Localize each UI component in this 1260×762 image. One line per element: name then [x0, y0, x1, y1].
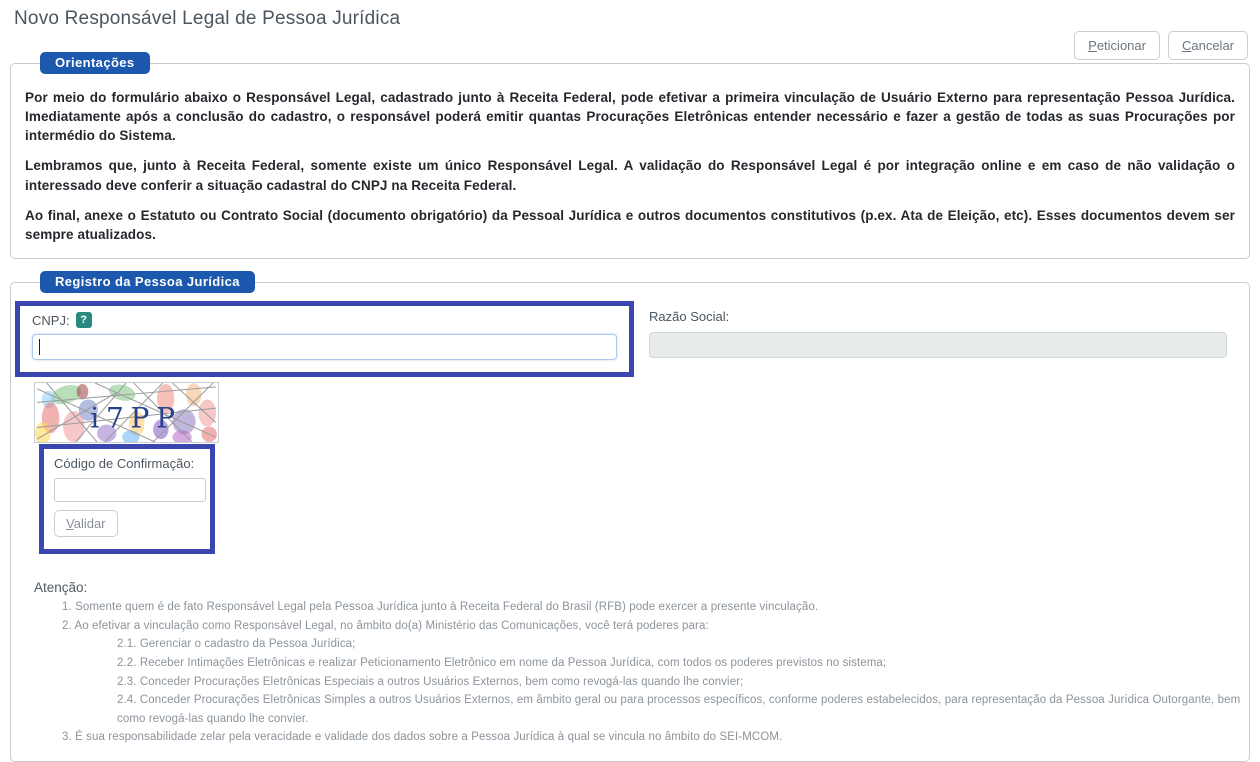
orientacoes-paragraph: Ao final, anexe o Estatuto ou Contrato Social (documento obrigatório) da Pessoal Jurídica e outros documentos constitutivos (p.ex. Ata de Eleição, etc). Esses documentos devem ser sempre atualizados.: [25, 207, 1235, 242]
peticionar-button[interactable]: [1074, 31, 1160, 60]
atencao-item: 2.1. Gerenciar o cadastro da Pessoa Jurídica;: [117, 638, 356, 651]
codigo-highlight-box: [39, 444, 215, 554]
cnpj-input[interactable]: [32, 334, 617, 360]
orientacoes-paragraph: Por meio do formulário abaixo o Responsável Legal, cadastrado junto à Receita Federal, pode efetivar a primeira vinculação de Usuário Externo para representação Pessoa Jurídica. Imediatamente após a conclusão do cadastro, o responsável poderá emitir quantas Procurações Eletrônicas entender necessário e fazer a gestão de todas as suas Procurações por intermédio do Sistema.: [25, 90, 1235, 144]
validar-button[interactable]: [54, 510, 118, 537]
atencao-item: 2.3. Conceder Procurações Eletrônicas Especiais a outros Usuários Externos, bem como revogá-las quando lhe convier;: [117, 675, 744, 688]
cnpj-highlight-box: [15, 301, 634, 377]
cnpj-label-row: [32, 312, 617, 328]
atencao-item: 2. Ao efetivar a vinculação como Responsável Legal, no âmbito do(a) Ministério das Comunicações, você terá poderes para:: [62, 619, 709, 632]
atencao-item: 3. É sua responsabilidade zelar pela veracidade e validade dos dados sobre a Pessoa Jurídica à qual se vincula no âmbito do SEI-MCOM.: [62, 731, 783, 744]
atencao-item: 2.2. Receber Intimações Eletrônicas e realizar Peticionamento Eletrônico em nome da Pessoa Jurídica, com todos os poderes previstos no sistema;: [117, 656, 887, 669]
razao-social-label: Razão Social:: [649, 309, 730, 325]
validar-button-label: Validar: [66, 516, 106, 532]
razao-social-input: [649, 332, 1227, 358]
codigo-label: Código de Confirmação:: [54, 456, 195, 472]
cancelar-button[interactable]: [1168, 31, 1248, 60]
atencao-item: 1. Somente quem é de fato Responsável Legal pela Pessoa Jurídica junto à Receita Federal do Brasil (RFB) pode exercer a presente vinculação.: [62, 601, 819, 614]
orientacoes-fieldset: [10, 55, 1250, 259]
registro-legend: Registro da Pessoa Jurídica: [40, 271, 255, 293]
atencao-heading: Atenção:: [34, 580, 88, 596]
atencao-item: 2.4. Conceder Procurações Eletrônicas Simples a outros Usuários Externos, em âmbito geral ou para processos específicos, conforme poderes estabelecidos, para representação da Pessoa Jurídica Outorgante, bem como revogá-las quando lhe convier.: [117, 694, 1241, 725]
page-title: Novo Responsável Legal de Pessoa Jurídica: [14, 8, 401, 29]
cnpj-help-icon[interactable]: ?: [76, 312, 92, 328]
registro-fieldset: [10, 274, 1250, 762]
orientacoes-legend: Orientações: [40, 52, 150, 74]
codigo-input[interactable]: [54, 478, 206, 502]
razao-social-column: [649, 301, 1249, 358]
orientacoes-paragraph: Lembramos que, junto à Receita Federal, somente existe um único Responsável Legal. A validação do Responsável Legal é por integração online e em caso de não validação o interessado deve conferir a situação cadastral do CNPJ na Receita Federal.: [25, 158, 1235, 193]
peticionar-button-label: Peticionar: [1088, 38, 1146, 53]
captcha-image: [34, 382, 219, 443]
atencao-section: [34, 580, 1249, 747]
cnpj-input-wrap: [32, 334, 617, 360]
cnpj-row: [11, 301, 1249, 377]
captcha-text: i7PP: [90, 401, 182, 435]
cancelar-button-label: Cancelar: [1181, 38, 1234, 53]
toolbar: [1074, 31, 1248, 60]
text-cursor: [39, 339, 40, 355]
cnpj-label: CNPJ:: [32, 312, 70, 328]
